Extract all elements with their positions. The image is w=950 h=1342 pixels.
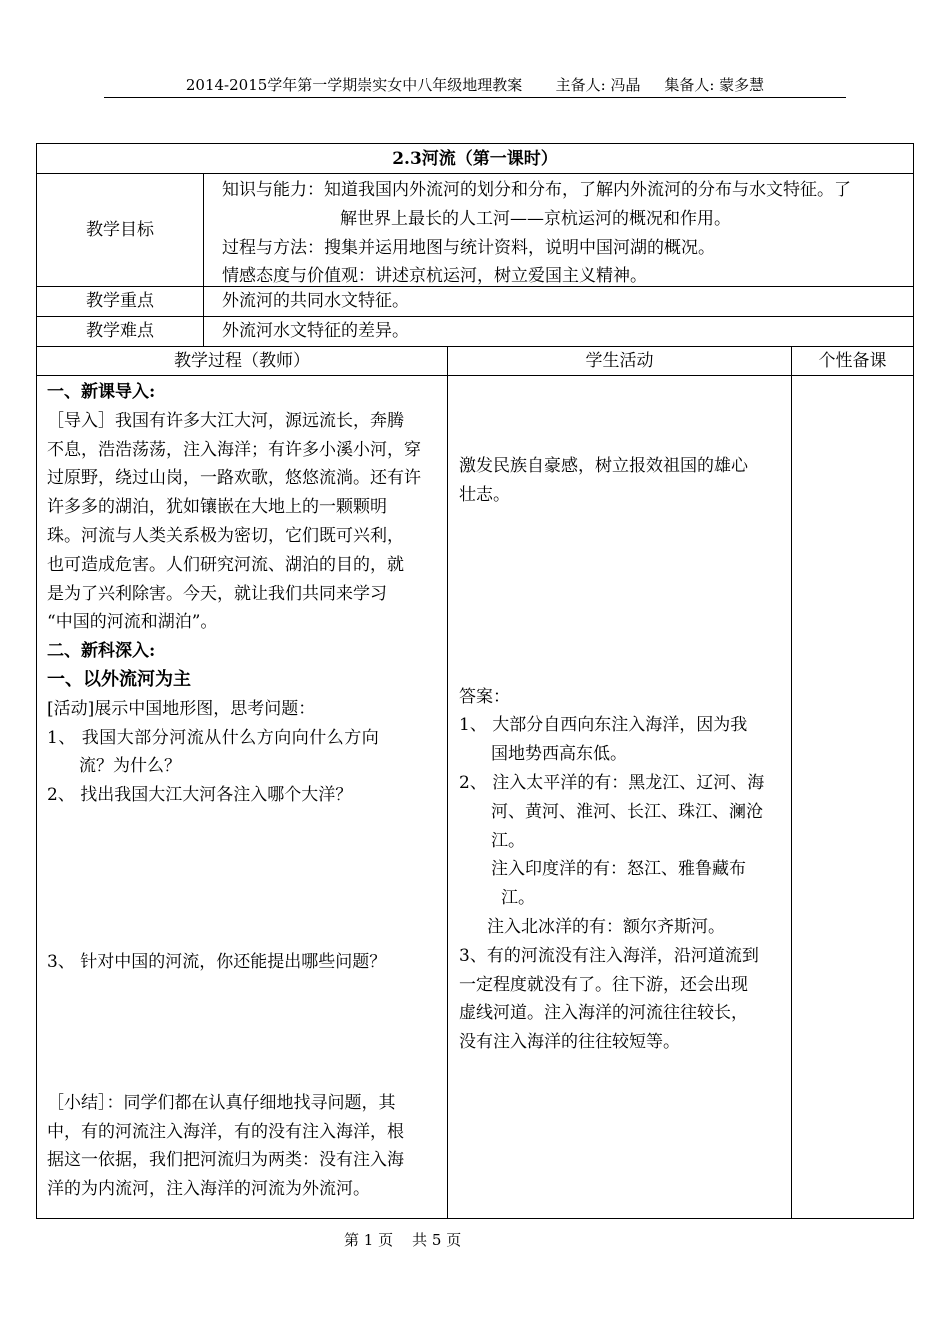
summary-line: 洋的为内流河，注入海洋的河流为外流河。 xyxy=(47,1179,370,1200)
intro-line: ［导入］我国有许多大江大河，源远流长，奔腾 xyxy=(47,410,404,431)
activity-text: [活动]展示中国地形图，思考问题： xyxy=(47,698,316,719)
objective-line-3: 过程与方法：搜集并运用地图与统计资料，说明中国河湖的概况。 xyxy=(222,237,715,258)
teacher-column-header: 教学过程（教师） xyxy=(36,346,448,376)
intro-line: 不息，浩浩荡荡，注入海洋；有许多小溪小河，穿 xyxy=(47,439,421,460)
objective-line-4: 情感态度与价值观：讲述京杭运河，树立爱国主义精神。 xyxy=(222,266,647,287)
question-3: 3、 针对中国的河流，你还能提出哪些问题？ xyxy=(47,951,387,972)
student-activity-line: 激发民族自豪感，树立报效祖国的雄心 xyxy=(459,456,748,476)
intro-line: 是为了兴利除害。今天，就让我们共同来学习 xyxy=(47,583,387,604)
answer-1-cont: 国地势西高东低。 xyxy=(491,744,627,765)
section-deepen-title: 二、新科深入: xyxy=(47,641,156,662)
student-activity-line: 壮志。 xyxy=(459,484,510,505)
summary-block xyxy=(47,1089,439,1204)
teacher-process-cell xyxy=(36,375,448,1219)
lesson-title: 2.3河流（第一课时） xyxy=(36,143,914,174)
answer-2: 2、 注入太平洋的有：黑龙江、辽河、海 xyxy=(459,772,765,793)
intro-line: “中国的河流和湖泊”。 xyxy=(47,612,218,633)
subsection-title: 一、以外流河为主 xyxy=(47,668,191,690)
answer-1: 1、 大部分自西向东注入海洋，因为我 xyxy=(459,715,748,736)
header-rule xyxy=(104,97,846,98)
answer-2-arctic: 注入北冰洋的有：额尔齐斯河。 xyxy=(487,916,725,937)
student-activity-cell xyxy=(447,375,792,1219)
answer-2-cont: 江。 xyxy=(491,830,525,851)
question-2: 2、 找出我国大江大河各注入哪个大洋？ xyxy=(47,785,353,806)
personal-notes-cell xyxy=(791,375,914,1219)
answer-label: 答案： xyxy=(459,686,510,707)
intro-line: 过原野，绕过山岗，一路欢歌，悠悠流淌。还有许 xyxy=(47,468,421,489)
objective-line-2: 解世界上最长的人工河——京杭运河的概况和作用。 xyxy=(340,208,731,229)
difficulty-content: 外流河水文特征的差异。 xyxy=(203,316,914,347)
intro-line: 也可造成危害。人们研究河流、湖泊的目的，就 xyxy=(47,554,404,575)
key-point-content: 外流河的共同水文特征。 xyxy=(203,286,914,317)
page-footer: 第 1 页 共 5 页 xyxy=(344,1231,462,1249)
objectives-content xyxy=(203,173,914,287)
summary-line: 据这一依据，我们把河流归为两类：没有注入海 xyxy=(47,1150,404,1171)
section-intro-title: 一、新课导入: xyxy=(47,382,156,402)
objectives-label: 教学目标 xyxy=(36,173,204,287)
student-column-header: 学生活动 xyxy=(447,346,792,376)
answer-3-line: 没有注入海洋的往往较短等。 xyxy=(459,1032,680,1053)
answer-2-indian: 注入印度洋的有：怒江、雅鲁藏布 xyxy=(491,859,746,880)
page-header: 2014-2015学年第一学期崇实女中八年级地理教案 主备人: 冯晶 集备人: 蒙多慧 xyxy=(185,76,765,94)
summary-line: ［小结］：同学们都在认真仔细地找寻问题，其 xyxy=(47,1092,396,1113)
answer-2-cont: 河、黄河、淮河、长江、珠江、澜沧 xyxy=(491,801,763,822)
intro-line: 许多多的湖泊，犹如镶嵌在大地上的一颗颗明 xyxy=(47,497,387,518)
answer-3-line: 一定程度就没有了。往下游，还会出现 xyxy=(459,974,748,995)
answer-3-line: 虚线河道。注入海洋的河流往往较长， xyxy=(459,1003,748,1024)
question-1: 1、 我国大部分河流从什么方向向什么方向 xyxy=(47,727,380,748)
objective-line-1: 知识与能力：知道我国内外流河的划分和分布，了解内外流河的分布与水文特征。了 xyxy=(222,180,851,200)
summary-line: 中，有的河流注入海洋，有的没有注入海洋，根 xyxy=(47,1121,404,1142)
answer-2-indian-cont: 江。 xyxy=(501,888,535,909)
intro-line: 珠。河流与人类关系极为密切，它们既可兴利， xyxy=(47,525,404,546)
key-point-label: 教学重点 xyxy=(36,286,204,317)
question-1-cont: 流？为什么？ xyxy=(79,756,181,777)
difficulty-label: 教学难点 xyxy=(36,316,204,347)
notes-column-header: 个性备课 xyxy=(791,346,914,376)
answer-3-line: 3、有的河流没有注入海洋，沿河道流到 xyxy=(459,945,759,966)
